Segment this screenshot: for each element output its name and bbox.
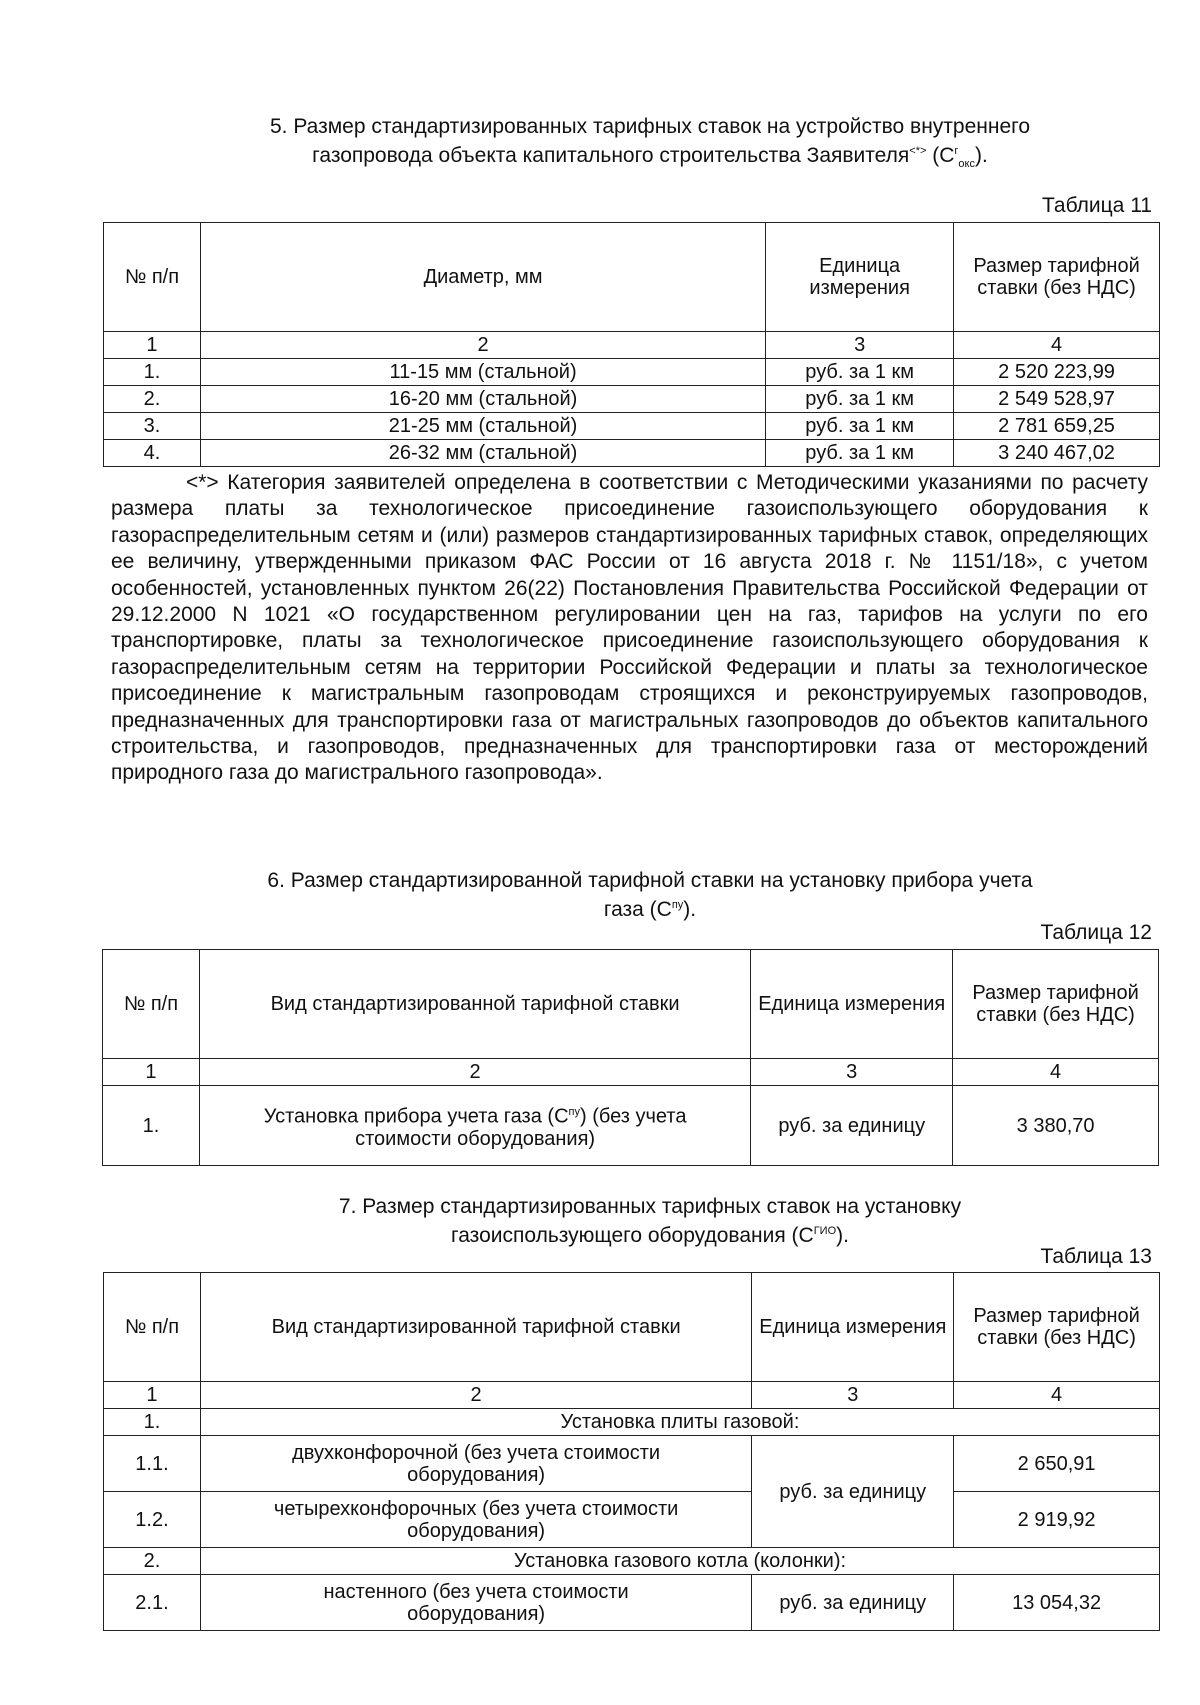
row-rate-type-sup: пу <box>568 1106 580 1119</box>
row-rate: 2 919,92 <box>954 1492 1160 1548</box>
table12-caption: Таблица 12 <box>1040 921 1152 944</box>
table12 <box>102 949 1159 1166</box>
table11 <box>103 222 1160 467</box>
row-number: 1. <box>104 359 201 386</box>
row-rate-type <box>199 1086 750 1166</box>
table-row <box>104 359 1160 386</box>
section5-heading-symbol-sub: окс <box>958 158 975 171</box>
row-rate: 2 781 659,25 <box>954 413 1160 440</box>
section7-heading-end: ). <box>836 1224 849 1247</box>
row-diameter: 11-15 мм (стальной) <box>200 359 765 386</box>
header-number: № п/п <box>104 1273 201 1382</box>
table-row <box>104 386 1160 413</box>
footnote-text: <*> Категория заявителей определена в соответствии с Методическими указаниями по расчету размера платы за технологическое присоединение газоиспользующего оборудования к газораспределительным сетям и (или) размеров стандартизированных тарифных ставок, определяющих ее величину, утвержденными приказом ФАС России от 16 августа 2018 г. № 1151/18», с учетом особенностей, установленных пунктом 26(22) Постановления Правительства Российской Федерации от 29.12.2000 N 1021 «О государственном регулировании цен на газ, тарифов на услуги по его транспортировке, платы за технологическое присоединение газоиспользующего оборудования к газораспределительным сетям на территории Российской Федерации и платы за технологическое присоединение к магистральным газопроводам строящихся и реконструируемых газопроводов, предназначенных для транспортировки газа от магистральных газопроводов до объектов капитального строительства, и газопроводов, предназначенных для транспортировки газа от месторождений природного газа до магистрального газопровода». <box>111 471 1148 785</box>
col-number: 3 <box>752 1382 954 1409</box>
row-number: 1. <box>103 1086 200 1166</box>
header-unit: Единица измерения <box>752 1273 954 1382</box>
row-rate: 2 650,91 <box>954 1436 1160 1492</box>
col-number: 2 <box>200 1382 751 1409</box>
section6-heading-end: ). <box>683 898 697 921</box>
col-number: 3 <box>751 1059 953 1086</box>
section7-heading <box>150 1194 1150 1248</box>
row-diameter: 26-32 мм (стальной) <box>200 440 765 467</box>
section5-heading-line2 <box>150 139 1150 177</box>
table-row <box>104 1436 1160 1492</box>
table-row <box>104 1492 1160 1548</box>
col-number: 3 <box>766 332 954 359</box>
group-number: 1. <box>104 1409 201 1436</box>
row-number: 4. <box>104 440 201 467</box>
row-number: 1.1. <box>104 1436 201 1492</box>
row-diameter: 21-25 мм (стальной) <box>200 413 765 440</box>
table11-caption: Таблица 11 <box>1042 194 1152 217</box>
col-number: 2 <box>199 1059 750 1086</box>
row-unit: руб. за единицу <box>752 1575 954 1631</box>
row-rate: 13 054,32 <box>954 1575 1160 1631</box>
row-rate: 3 380,70 <box>953 1086 1159 1166</box>
section6-heading-line2 <box>150 893 1150 922</box>
section6-heading <box>150 868 1150 922</box>
section7-heading-line2 <box>150 1219 1150 1248</box>
row-rate-type-text: Установка прибора учета газа (C <box>263 1105 569 1128</box>
table-row <box>104 440 1160 467</box>
column-number-row <box>104 332 1160 359</box>
row-number: 2. <box>104 386 201 413</box>
row-unit: руб. за 1 км <box>766 359 954 386</box>
header-rate-type: Вид стандартизированной тарифной ставки <box>200 1273 751 1382</box>
section5-heading-text: газопровода объекта капитального строительства Заявителя <box>312 144 910 167</box>
col-number: 1 <box>104 1382 201 1409</box>
section7-heading-symbol-sup: ГИО <box>813 1225 837 1237</box>
col-number: 1 <box>104 332 201 359</box>
header-number: № п/п <box>103 950 200 1059</box>
column-number-row <box>104 1382 1160 1409</box>
group-row <box>104 1409 1160 1436</box>
col-number: 2 <box>200 332 765 359</box>
section6-heading-text: газа (C <box>603 898 672 921</box>
section7-heading-text: газоиспользующего оборудования (C <box>451 1224 814 1247</box>
header-unit: Единица измерения <box>751 950 953 1059</box>
row-rate-type: четырехконфорочных (без учета стоимости оборудования) <box>200 1492 751 1548</box>
group-number: 2. <box>104 1548 201 1575</box>
col-number: 1 <box>103 1059 200 1086</box>
row-number: 1.2. <box>104 1492 201 1548</box>
section5-heading-end: ). <box>974 144 988 167</box>
section5-heading <box>150 114 1150 177</box>
row-rate: 2 549 528,97 <box>954 386 1160 413</box>
header-rate: Размер тарифной ставки (без НДС) <box>953 950 1159 1059</box>
row-unit: руб. за единицу <box>752 1436 954 1548</box>
table-row <box>104 413 1160 440</box>
row-diameter: 16-20 мм (стальной) <box>200 386 765 413</box>
section5-heading-symbol: (C <box>926 144 955 167</box>
section5-heading-symbol-sup: г <box>954 145 959 157</box>
row-unit: руб. за 1 км <box>766 440 954 467</box>
footnote-marker: <*> <box>909 145 927 157</box>
column-number-row <box>103 1059 1159 1086</box>
table-header-row <box>104 1273 1160 1382</box>
header-rate: Размер тарифной ставки (без НДС) <box>954 223 1160 332</box>
group-row <box>104 1548 1160 1575</box>
col-number: 4 <box>953 1059 1159 1086</box>
row-rate-type: настенного (без учета стоимости оборудования) <box>200 1575 751 1631</box>
section7-heading-line1: 7. Размер стандартизированных тарифных ставок на установку <box>338 1195 962 1218</box>
header-rate-type: Вид стандартизированной тарифной ставки <box>199 950 750 1059</box>
row-rate-type: двухконфорочной (без учета стоимости оборудования) <box>200 1436 751 1492</box>
row-unit: руб. за 1 км <box>766 413 954 440</box>
row-unit: руб. за единицу <box>751 1086 953 1166</box>
header-number: № п/п <box>104 223 201 332</box>
section6-heading-symbol-sup: пу <box>671 899 684 911</box>
section6-heading-line1: 6. Размер стандартизированной тарифной ставки на установку прибора учета <box>267 869 1033 892</box>
row-rate: 2 520 223,99 <box>954 359 1160 386</box>
group-title: Установка газового котла (колонки): <box>200 1548 1159 1575</box>
header-rate: Размер тарифной ставки (без НДС) <box>954 1273 1160 1382</box>
row-number: 2.1. <box>104 1575 201 1631</box>
table13-caption: Таблица 13 <box>1040 1245 1152 1268</box>
section5-heading-line1: 5. Размер стандартизированных тарифных ставок на устройство внутреннего <box>269 115 1031 138</box>
table-row <box>104 1575 1160 1631</box>
row-unit: руб. за 1 км <box>766 386 954 413</box>
row-rate-type-text-end: ) (без учета стоимости оборудования) <box>355 1105 687 1150</box>
table-header-row <box>103 950 1159 1059</box>
table-row <box>103 1086 1159 1166</box>
row-rate: 3 240 467,02 <box>954 440 1160 467</box>
header-diameter: Диаметр, мм <box>200 223 765 332</box>
group-title: Установка плиты газовой: <box>200 1409 1159 1436</box>
footnote-paragraph <box>111 470 1148 787</box>
row-number: 3. <box>104 413 201 440</box>
col-number: 4 <box>954 332 1160 359</box>
table13 <box>103 1272 1160 1631</box>
header-unit: Единица измерения <box>766 223 954 332</box>
col-number: 4 <box>954 1382 1160 1409</box>
table-header-row <box>104 223 1160 332</box>
